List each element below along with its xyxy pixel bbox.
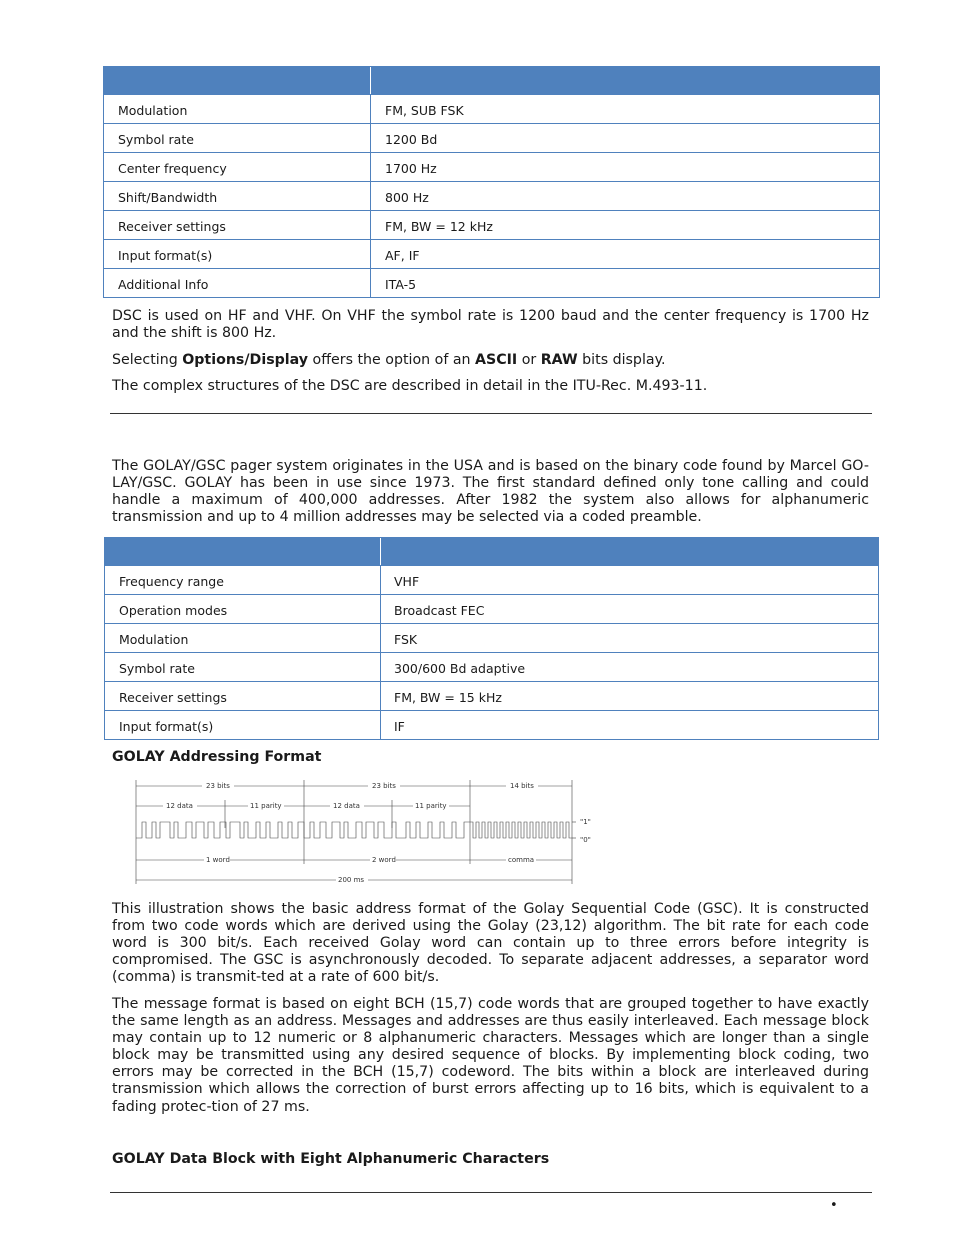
data12-label: 12 data: [166, 802, 193, 810]
parity11-label: 11 parity: [415, 802, 447, 810]
table-header: [104, 67, 879, 94]
table-row: [105, 710, 878, 739]
row-label: Operation modes: [119, 603, 228, 618]
table-row: [105, 652, 878, 681]
message-format-description: The message format is based on eight BCH (15,7) code words that are grouped together to have exactly the same length as an address. Messages and addresses are thus easily interleaved. Each message block may contain up to 12 numeric or 8 alphanumeric characters. Messages which are longer than a single block may be transmitted using any desired sequence of blocks. By implementing block coding, two errors may be corrected in the BCH (15,7) codeword. The bits within a block are interleaved during transmission which allows the correction of burst errors affecting up to 16 bits, which is equivalent to a fading protec-tion of 27 ms.: [112, 996, 869, 1115]
table-row: [104, 94, 879, 123]
data-block-heading: GOLAY Data Block with Eight Alphanumeric Characters: [112, 1151, 550, 1167]
row-value: IF: [394, 719, 405, 734]
row-label: Modulation: [119, 632, 189, 647]
row-label: Center frequency: [118, 161, 227, 176]
row-value: FM, BW = 15 kHz: [394, 690, 502, 705]
row-label: Input format(s): [119, 719, 214, 734]
row-label: Receiver settings: [119, 690, 227, 705]
row-value: Broadcast FEC: [394, 603, 485, 618]
row-value: AF, IF: [385, 248, 420, 263]
row-value: FM, SUB FSK: [385, 103, 464, 118]
row-value: 1200 Bd: [385, 132, 438, 147]
footer-divider: [110, 1192, 872, 1193]
bits23-label: 23 bits: [206, 782, 230, 790]
text-run: Selecting: [112, 352, 183, 368]
row-label: Input format(s): [118, 248, 213, 263]
row-value: 800 Hz: [385, 190, 429, 205]
dsc-options-text: [112, 352, 869, 369]
row-value: ITA-5: [385, 277, 417, 292]
parity11-label: 11 parity: [250, 802, 282, 810]
golay-addressing-diagram: [130, 778, 600, 888]
addressing-format-heading: GOLAY Addressing Format: [112, 749, 322, 765]
section-divider: [110, 413, 872, 414]
dsc-reference-text: The complex structures of the DSC are described in detail in the ITU-Rec. M.493-11.: [112, 378, 708, 394]
row-value: 1700 Hz: [385, 161, 437, 176]
row-label: Frequency range: [119, 574, 224, 589]
level-zero-label: "0": [580, 836, 591, 844]
table-row: [105, 623, 878, 652]
table-header: [105, 538, 878, 565]
row-label: Modulation: [118, 103, 188, 118]
text-run: offers the option of an: [308, 352, 476, 368]
row-label: Shift/Bandwidth: [118, 190, 218, 205]
row-value: 300/600 Bd adaptive: [394, 661, 526, 676]
row-label: Symbol rate: [118, 132, 194, 147]
table-row: [104, 210, 879, 239]
word1-label: 1 word: [206, 856, 230, 864]
row-value: VHF: [394, 574, 420, 589]
word2-label: 2 word: [372, 856, 396, 864]
comma-waveform: [470, 822, 572, 838]
table-row: [104, 268, 879, 297]
row-value: FSK: [394, 632, 418, 647]
table-row: [105, 565, 878, 594]
raw-term: RAW: [540, 352, 578, 368]
row-label: Symbol rate: [119, 661, 195, 676]
menu-path-options-display: Options/Display: [182, 352, 309, 368]
table-row: [105, 681, 878, 710]
row-label: Receiver settings: [118, 219, 226, 234]
text-run: or: [517, 352, 541, 368]
table-row: [104, 181, 879, 210]
dsc-description: DSC is used on HF and VHF. On VHF the symbol rate is 1200 baud and the center frequency is 1700 Hz and the shift is 800 Hz.: [112, 308, 869, 342]
row-value: FM, BW = 12 kHz: [385, 219, 493, 234]
table-row: [105, 594, 878, 623]
table-row: [104, 152, 879, 181]
golay-intro: The GOLAY/GSC pager system originates in the USA and is based on the binary code found by Marcel GO-LAY/GSC. GOLAY has been in use since 1973. The first standard defined only tone calling and could handle a maximum of 400,000 addresses. After 1982 the system also allows for alphanumeric transmission and up to 4 million addresses may be selected via a coded preamble.: [112, 458, 869, 526]
bits23-label: 23 bits: [372, 782, 396, 790]
level-one-label: "1": [580, 818, 591, 826]
ms200-label: 200 ms: [338, 876, 365, 884]
row-label: Additional Info: [118, 277, 209, 292]
golay-parameter-table: [104, 537, 879, 740]
table-row: [104, 123, 879, 152]
text-run: bits display.: [577, 352, 666, 368]
bits14-label: 14 bits: [510, 782, 534, 790]
table-row: [104, 239, 879, 268]
ascii-term: ASCII: [475, 352, 518, 368]
signal-waveform: [136, 822, 470, 838]
data12-label: 12 data: [333, 802, 360, 810]
comma-label: comma: [508, 856, 535, 864]
gsc-description: This illustration shows the basic address format of the Golay Sequential Code (GSC). It is constructed from two code words which are derived using the Golay (23,12) algorithm. The bit rate for each code word is 300 bit/s. Each received Golay word can contain up to three errors before integrity is compromised. The GSC is asynchronously decoded. To separate adjacent addresses, a separator word (comma) is transmit-ted at a rate of 600 bit/s.: [112, 901, 869, 986]
footer-bullet: •: [830, 1198, 838, 1213]
dsc-parameter-table: [103, 66, 880, 298]
